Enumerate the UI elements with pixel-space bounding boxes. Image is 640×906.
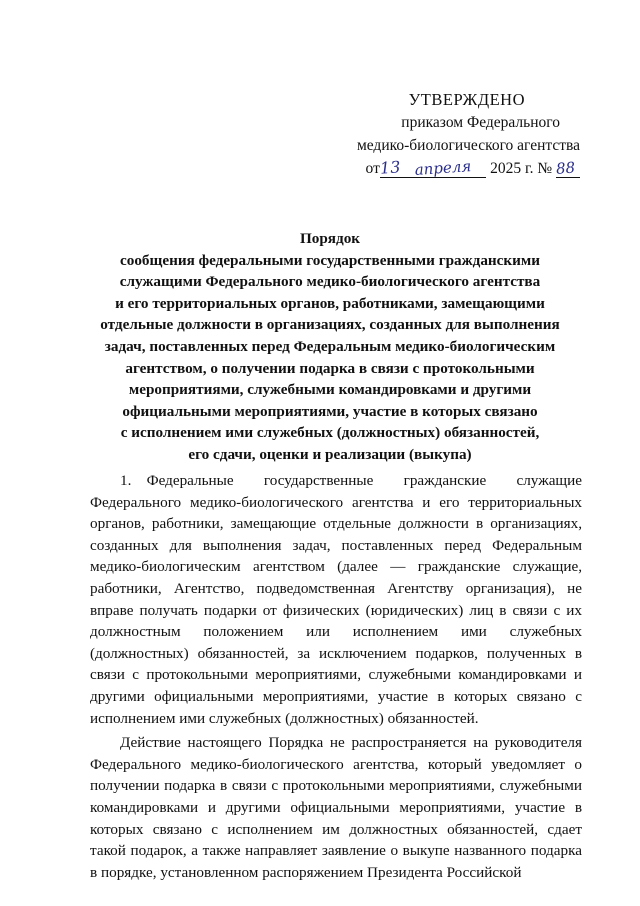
approval-line-agency: медико-биологического агентства xyxy=(356,137,580,154)
paragraph-1: 1. Федеральные государственные гражданские служащие Федерального медико-биологического агентства и его территориальных органов, работники, замещающие отдельные должности в организациях, созданных для выполнения задач, поставленных перед Федеральным медико-биологическим агентством (далее — гражданские служащие, работники, Агентство, подведомственная Агентству организация), не вправе получать подарки от физических (юридических) лиц в связи с их должностным положением или исполнением ими служебных (должностных) обязанностей, за исключением подарков, полученных в связи с протокольными мероприятиями, служебными командировками и другими официальными мероприятиями, участие в которых связано с исполнением ими служебных (должностных) обязанностей. xyxy=(90,472,582,727)
title-line: агентством, о получении подарка в связи с протокольными xyxy=(125,359,535,377)
title-line: отдельные должности в организациях, созданных для выполнения xyxy=(100,316,560,334)
document-title xyxy=(60,228,600,466)
order-number: 88 xyxy=(555,158,576,178)
date-prefix: от xyxy=(365,160,380,177)
title-line: задач, поставленных перед Федеральным медико-биологическим xyxy=(104,337,556,355)
title-line: официальными мероприятиями, участие в которых связано xyxy=(122,402,538,420)
title-line: мероприятиями, служебными командировками и другими xyxy=(128,381,532,399)
title-line: с исполнением ими служебных (должностных) обязанностей, xyxy=(120,424,540,442)
title-line: его сдачи, оценки и реализации (выкупа) xyxy=(188,445,472,463)
approval-stamp: УТВЕРЖДЕНО xyxy=(408,90,525,109)
approval-block xyxy=(330,88,580,180)
document-body xyxy=(90,470,582,883)
date-month: апреля xyxy=(414,157,473,179)
title-line: Порядок xyxy=(299,230,361,247)
date-year: 2025 г. № xyxy=(490,160,553,177)
approval-line-order: приказом Федерального xyxy=(401,114,560,131)
approval-date-line xyxy=(330,157,580,180)
paragraph-2: Действие настоящего Порядка не распространяется на руководителя Федерального медико-биологического агентства, который уведомляет о получении подарка в связи с протокольными мероприятиями, служебными командировками и другими официальными мероприятиями, участие в которых связано с исполнением им должностных обязанностей, сдает такой подарок, а также направляет заявление о выкупе названного подарка в порядке, установленном распоряжением Президента Российской xyxy=(90,734,582,881)
date-day: 13 xyxy=(379,157,401,178)
date-day-underline xyxy=(380,159,486,178)
title-line: и его территориальных органов, работниками, замещающими xyxy=(115,294,545,312)
title-line: сообщения федеральными государственными гражданскими xyxy=(119,251,541,269)
order-number-underline xyxy=(556,160,580,178)
title-line: служащими Федерального медико-биологического агентства xyxy=(119,273,541,291)
